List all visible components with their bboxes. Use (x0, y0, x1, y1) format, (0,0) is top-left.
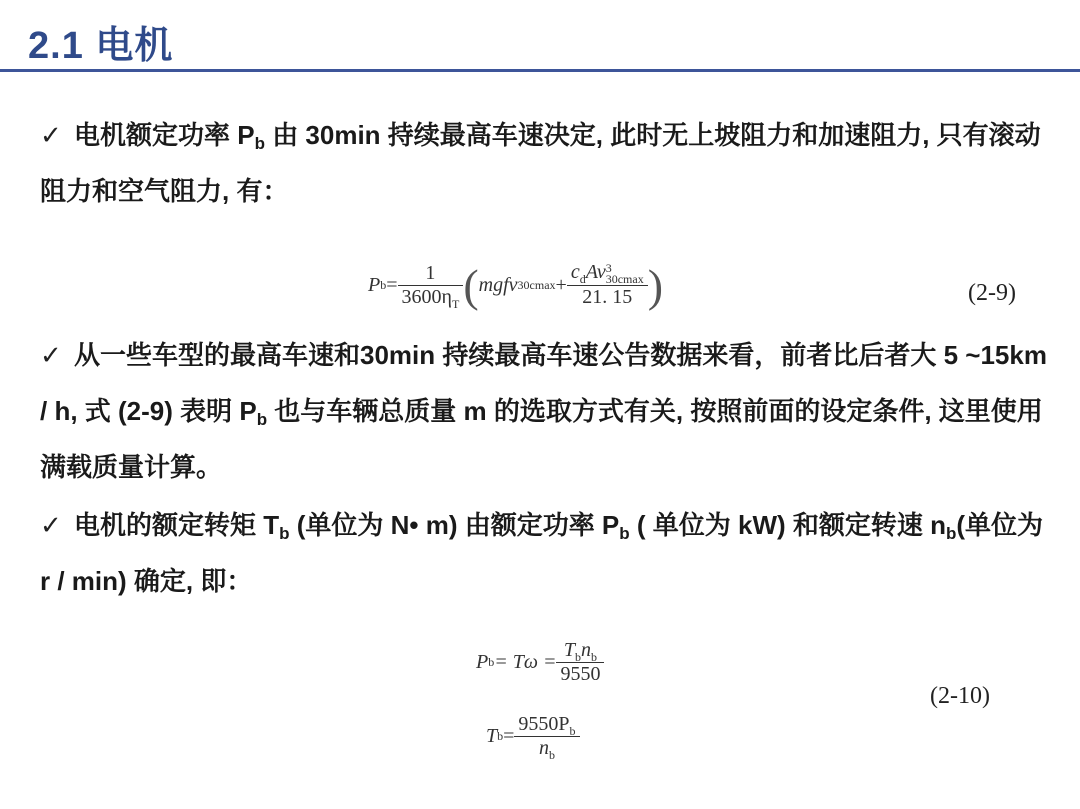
check-icon: ✓ (40, 120, 62, 150)
eq1-fraction: $\frac{1}{3600\eta_T}$ (398, 262, 464, 309)
bullet-paragraph-3: ✓ 电机的额定转矩 $T_b$ (单位为 N• m) 由额定功率 $P_b$ ( 单位为 kW) 和额定转速 $n_b$(单位为 r / min) 确定, 即： (40, 497, 1050, 609)
equation-number-2-9: (2-9) (968, 280, 1016, 306)
eq1-fraction-2: $c_dAv$ 3 30cmax 21. 15 (567, 261, 648, 308)
eq1-term1: mgfv (478, 273, 518, 296)
para2-text-b: 也与车辆总质量 m 的选取方式有关, 按照前面的设定条件, 这里使用满载质量计算。 (40, 396, 1043, 482)
title-underline (0, 69, 1080, 72)
bullet-paragraph-2 (40, 327, 1050, 495)
para2-text-a: 从一些车型的最高车速和30min 持续最高车速公告数据来看，前者比后者大 5 ~15km / h, 式 (2-9) 表明 P (40, 340, 1047, 426)
check-icon: ✓ (40, 340, 62, 370)
bullet-paragraph-1 (40, 107, 1050, 219)
slide-title: 2.1 电机 (28, 25, 174, 67)
para1-sub: b (254, 134, 265, 153)
eq1-lhs: P (368, 273, 381, 296)
para1-text-a: 电机额定功率 P (74, 120, 255, 150)
equation-2-10-line-2: T b = $\frac{9550P_b}{n_b}$ (486, 704, 580, 768)
para1-text-b: 由 30min 持续最高车速决定, 此时无上坡阻力和加速阻力, 只有滚动阻力和空气阻力, 有： (40, 120, 1041, 206)
equation-2-9: P b = $\frac{1}{3600\eta_T}$ ( mgfv 30cmax + $c_dAv$ 3 30cmax 21. 15 ) (368, 259, 664, 311)
check-icon: ✓ (40, 510, 62, 540)
para2-sub: b (256, 410, 268, 429)
equation-2-10-line-1: P b = Tω = $\frac{T_bn_b}{9550}$ (476, 632, 604, 692)
equation-number-2-10: (2-10) (930, 683, 990, 709)
